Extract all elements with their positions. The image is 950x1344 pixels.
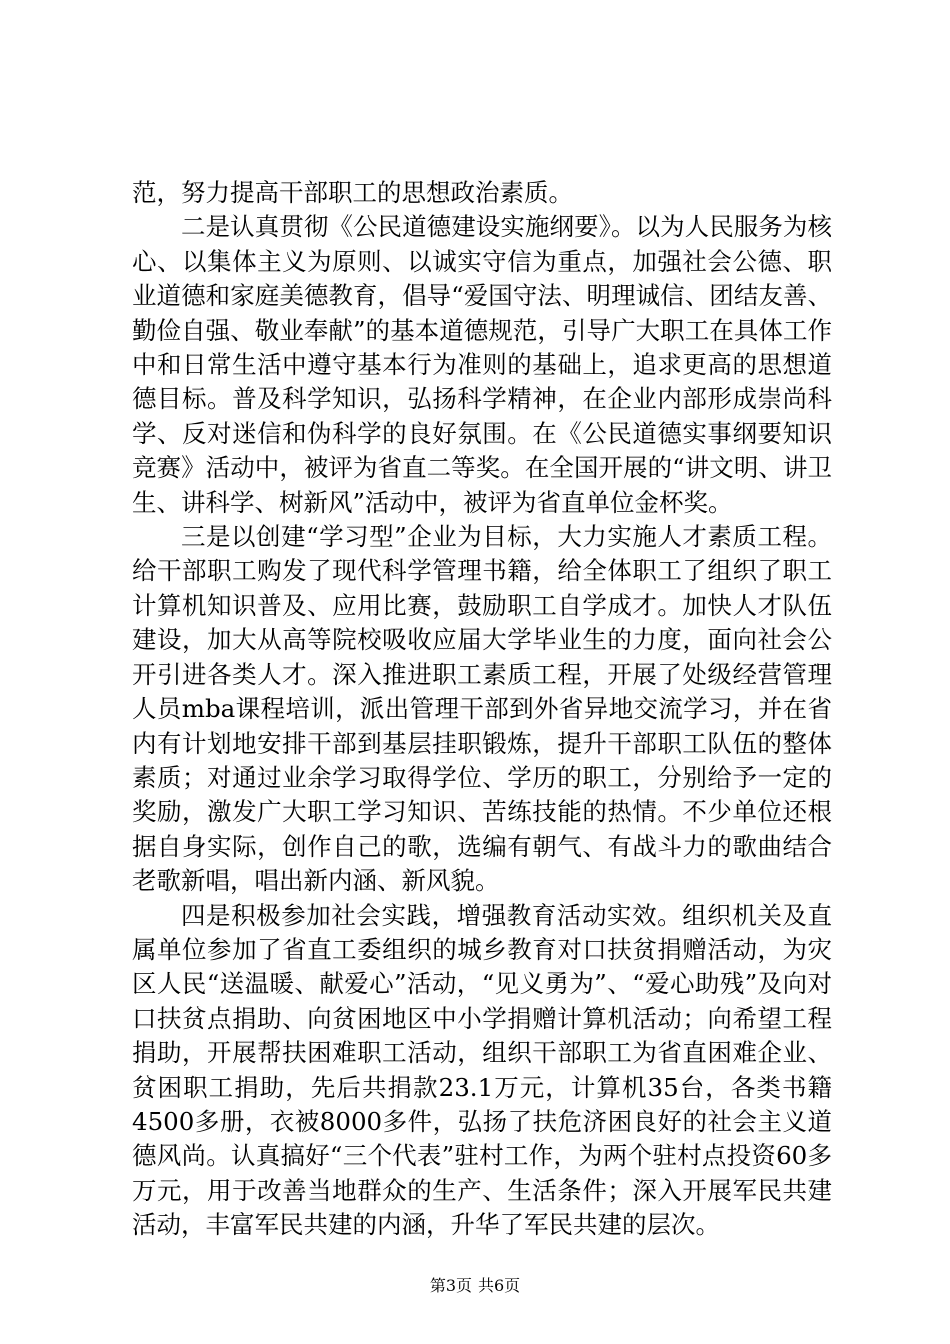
paragraph-moral-construction: 二是认真贯彻《公民道德建设实施纲要》。以为人民服务为核心、以集体主义为原则、以诚实守信为重点，加强社会公德、职业道德和家庭美德教育，倡导“爱国守法、明理诚信、团结友善、勤俭自强、敬业奉献”的基本道德规范，引导广大职工在具体工作中和日常生活中遵守基本行为准则的基础上，追求更高的思想道德目标。普及科学知识，弘扬科学精神，在企业内部形成崇尚科学、反对迷信和伪科学的良好氛围。在《公民道德实事纲要知识竞赛》活动中，被评为省直二等奖。在全国开展的“讲文明、讲卫生、讲科学、树新风”活动中，被评为省直单位金杯奖。 xyxy=(132,212,832,517)
paragraph-continuation: 范，努力提高干部职工的思想政治素质。 xyxy=(132,178,573,207)
page-footer xyxy=(0,1276,950,1296)
paragraph-social-practice: 四是积极参加社会实践，增强教育活动实效。组织机关及直属单位参加了省直工委组织的城乡教育对口扶贫捐赠活动，为灾区人民“送温暖、献爱心”活动，“见义勇为”、“爱心助残”及向对口扶贫点捐助、向贫困地区中小学捐赠计算机活动；向希望工程捐助，开展帮扶困难职工活动，组织干部职工为省直困难企业、贫困职工捐助，先后共捐款23.1万元，计算机35台，各类书籍4500多册，衣被8000多件，弘扬了扶危济困良好的社会主义道德风尚。认真搞好“三个代表”驻村工作，为两个驻村点投资60多万元，用于改善当地群众的生产、生活条件；深入开展军民共建活动，丰富军民共建的内涵，升华了军民共建的层次。 xyxy=(132,900,832,1240)
document-body xyxy=(132,176,832,1243)
paragraph-learning-enterprise: 三是以创建“学习型”企业为目标，大力实施人才素质工程。给干部职工购发了现代科学管理书籍，给全体职工了组织了职工计算机知识普及、应用比赛，鼓励职工自学成才。加快人才队伍建设，加大从高等院校吸收应届大学毕业生的力度，面向社会公开引进各类人才。深入推进职工素质工程，开展了处级经营管理人员mba课程培训，派出管理干部到外省异地交流学习，并在省内有计划地安排干部到基层挂职锻炼，提升干部职工队伍的整体素质；对通过业余学习取得学位、学历的职工，分别给予一定的奖励，激发广大职工学习知识、苦练技能的热情。不少单位还根据自身实际，创作自己的歌，选编有朝气、有战斗力的歌曲结合老歌新唱，唱出新内涵、新风貌。 xyxy=(132,522,832,896)
page-total: 共6页 xyxy=(478,1276,521,1295)
page-number: 第3页 xyxy=(429,1276,472,1295)
